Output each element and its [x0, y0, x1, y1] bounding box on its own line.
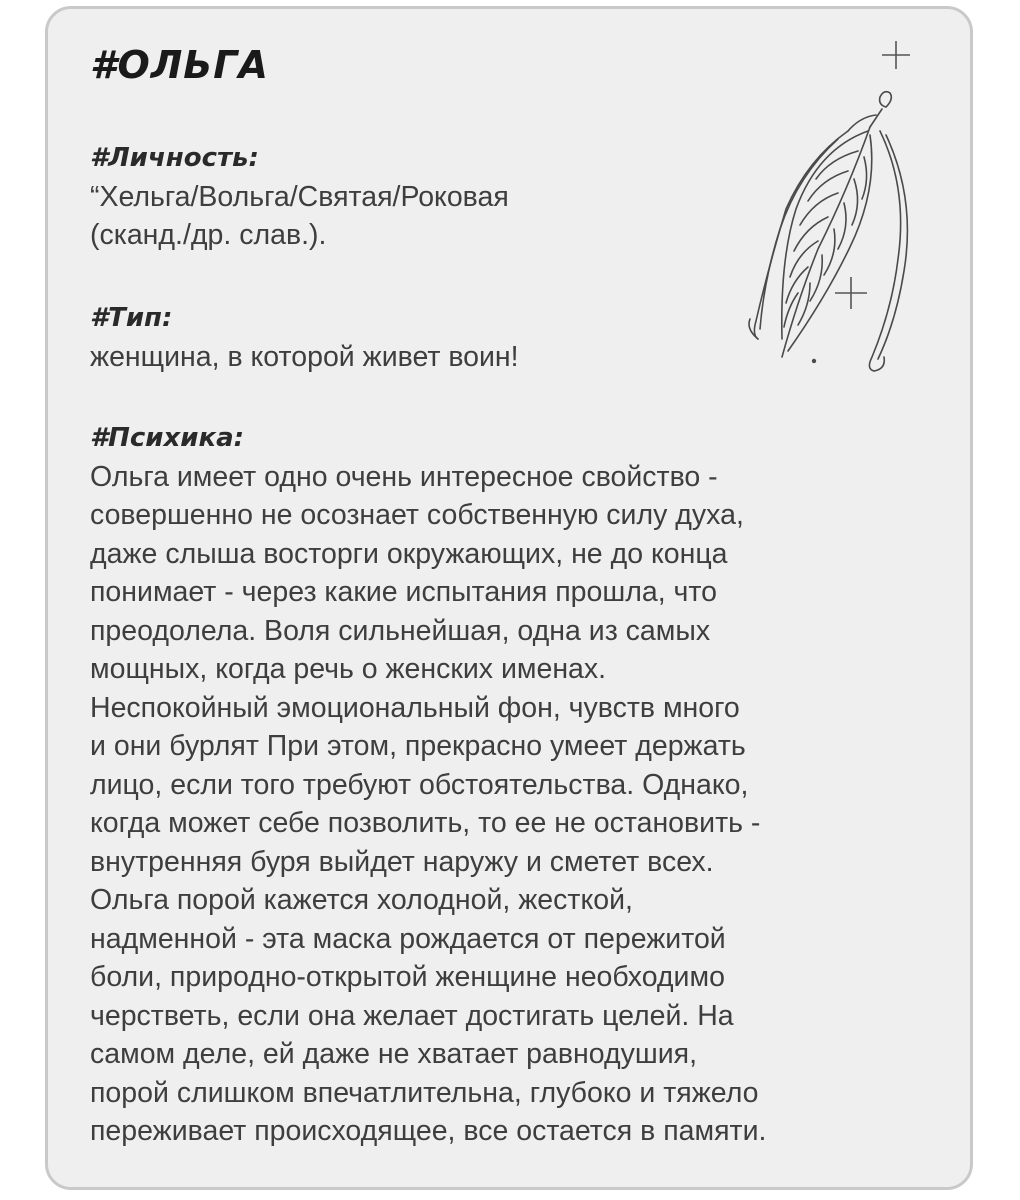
text-line: лицо, если того требуют обстоятельства. Однако,: [90, 768, 749, 801]
section-type: [90, 299, 519, 376]
text-line: (сканд./др. слав.).: [90, 219, 327, 251]
text-line: понимает - через какие испытания прошла, что: [90, 576, 717, 608]
text-line: внутренняя буря выйдет наружу и сметет всех.: [90, 845, 714, 878]
text-line: “Хельга/Вольга/Святая/Роковая: [90, 180, 509, 213]
text-line: порой слишком впечатлительна, глубоко и тяжело: [90, 1076, 759, 1109]
text-line: переживает происходящее, все остается в памяти.: [90, 1115, 767, 1147]
text-line: и они бурлят При этом, прекрасно умеет держать: [90, 730, 746, 762]
sparkle-icon: [882, 41, 910, 69]
text-line: черстветь, если она желает достигать целей. На: [90, 999, 734, 1032]
page-title: #ОЛЬГА: [90, 43, 269, 87]
section-personality: [90, 139, 509, 255]
section-heading: #Психика:: [90, 423, 245, 453]
text-line: женщина, в которой живет воин!: [90, 340, 519, 373]
text-line: Неспокойный эмоциональный фон, чувств много: [90, 691, 740, 724]
text-line: когда может себе позволить, то ее не остановить -: [90, 807, 761, 839]
section-heading: #Тип:: [90, 303, 173, 333]
text-line: Ольга имеет одно очень интересное свойство -: [90, 460, 718, 493]
text-line: преодолела. Воля сильнейшая, одна из самых: [90, 614, 711, 647]
section-heading: #Личность:: [90, 143, 259, 173]
profile-card: [45, 6, 973, 1190]
feather-icon: [749, 92, 907, 371]
text-line: совершенно не осознает собственную силу духа,: [90, 499, 744, 531]
feather-illustration: [698, 39, 928, 379]
text-line: надменной - эта маска рождается от пережитой: [90, 922, 726, 955]
text-line: даже слыша восторги окружающих, не до конца: [90, 537, 728, 570]
text-line: мощных, когда речь о женских именах.: [90, 653, 607, 685]
text-line: Ольга порой кажется холодной, жесткой,: [90, 884, 633, 916]
section-psyche: [90, 419, 766, 1151]
text-line: самом деле, ей даже не хватает равнодушия,: [90, 1038, 697, 1070]
text-line: боли, природно-открытой женщине необходимо: [90, 961, 725, 993]
sparkle-icon: [835, 277, 867, 309]
